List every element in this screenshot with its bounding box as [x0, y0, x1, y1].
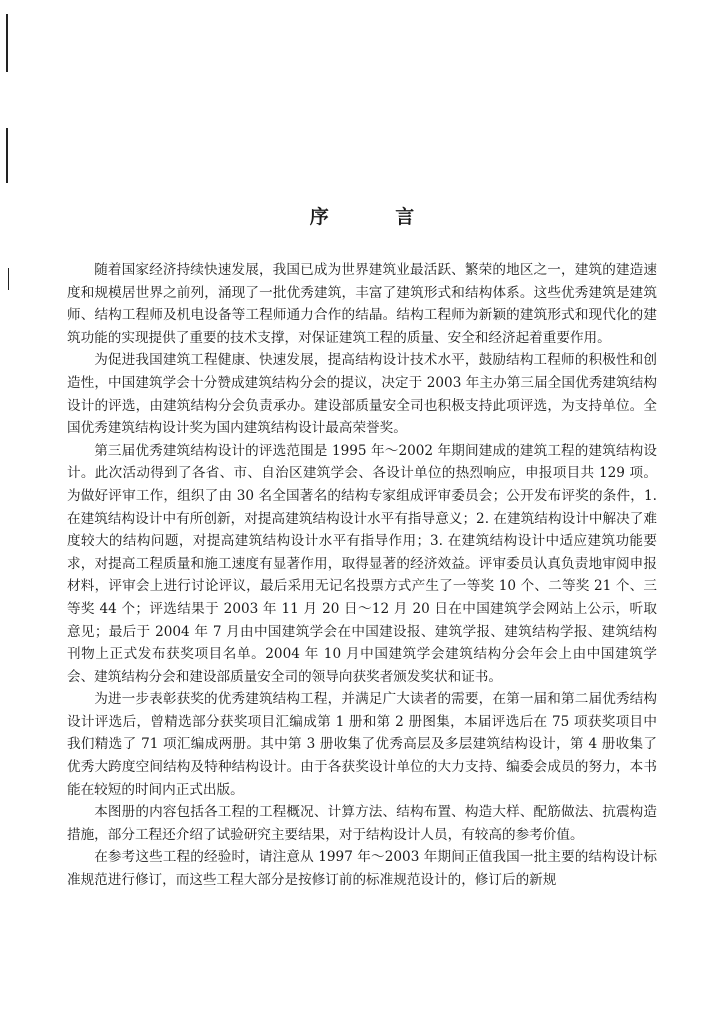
paragraph: 在参考这些工程的经验时，请注意从 1997 年～2003 年期间正值我国一批主要的结构设计标准规范进行修订，而这些工程大部分是按修订前的标准规范设计的，修订后的新规: [67, 849, 657, 889]
paragraph: 随着国家经济持续快速发展，我国已成为世界建筑业最活跃、繁荣的地区之一，建筑的建造速度和规模居世界之前列，涌现了一批优秀建筑，丰富了建筑形式和结构体系。这些优秀建筑是建筑师、结构工程师及机电设备等工程师通力合作的结晶。结构工程师为新颖的建筑形式和现代化的建筑功能的实现提供了重要的技术支撑，对保证建筑工程的质量、安全和经济起着重要作用。: [67, 262, 657, 346]
scan-edge-mark: [8, 268, 9, 290]
paragraph: 为进一步表彰获奖的优秀建筑结构工程，并满足广大读者的需要，在第一届和第二届优秀结构设计评选后，曾精选部分获奖项目汇编成第 1 册和第 2 册图集，本届评选后在 75 项获奖项目中我们精选了 71 项汇编成两册。其中第 3 册收集了优秀高层及多层建筑结构设计，第 4 册收集了优秀大跨度空间结构及特种结构设计。由于各获奖设计单位的大力支持、编委会成员的努力，本书能在较短的时间内正式出版。: [67, 691, 657, 798]
body-text: [67, 259, 657, 892]
scan-edge-mark: [6, 14, 8, 72]
paragraph: 本图册的内容包括各工程的工程概况、计算方法、结构布置、构造大样、配筋做法、抗震构造措施，部分工程还介绍了试验研究主要结果，对于结构设计人员，有较高的参考价值。: [67, 804, 657, 843]
paragraph: 第三届优秀建筑结构设计的评选范围是 1995 年～2002 年期间建成的建筑工程的建筑结构设计。此次活动得到了各省、市、自治区建筑学会、各设计单位的热烈响应，申报项目共 129 项。为做好评审工作，组织了由 30 名全国著名的结构专家组成评审委员会；公开发布评奖的条件，1. 在建筑结构设计中有所创新，对提高建筑结构设计水平有指导意义；2. 在建筑结构设计中解决了难度较大的结构问题，对提高建筑结构设计水平有指导作用；3. 在建筑结构设计中适应建筑功能要求，对提高工程质量和施工速度有显著作用，取得显著的经济效益。评审委员认真负责地审阅申报材料，评审会上进行讨论评议，最后采用无记名投票方式产生了一等奖 10 个、二等奖 21 个、三等奖 44 个；评选结果于 2003 年 11 月 20 日～12 月 20 日在中国建筑学会网站上公示，听取意见；最后于 2004 年 7 月由中国建筑学会在中国建设报、建筑学报、建筑结构学报、建筑结构刊物上正式发布获奖项目名单。2004 年 10 月中国建筑学会建筑结构分会年会上由中国建筑学会、建筑结构分会和建设部质量安全司的领导向获奖者颁发奖状和证书。: [67, 442, 657, 685]
paragraph: 为促进我国建筑工程健康、快速发展，提高结构设计技术水平，鼓励结构工程师的积极性和创造性，中国建筑学会十分赞成建筑结构分会的提议，决定于 2003 年主办第三届全国优秀建筑结构设计的评选，由建筑结构分会负责承办。建设部质量安全司也积极支持此项评选，为支持单位。全国优秀建筑结构设计奖为国内建筑结构设计最高荣誉奖。: [67, 352, 657, 437]
scan-edge-mark: [6, 128, 8, 183]
page-title: 序 言: [309, 206, 445, 228]
